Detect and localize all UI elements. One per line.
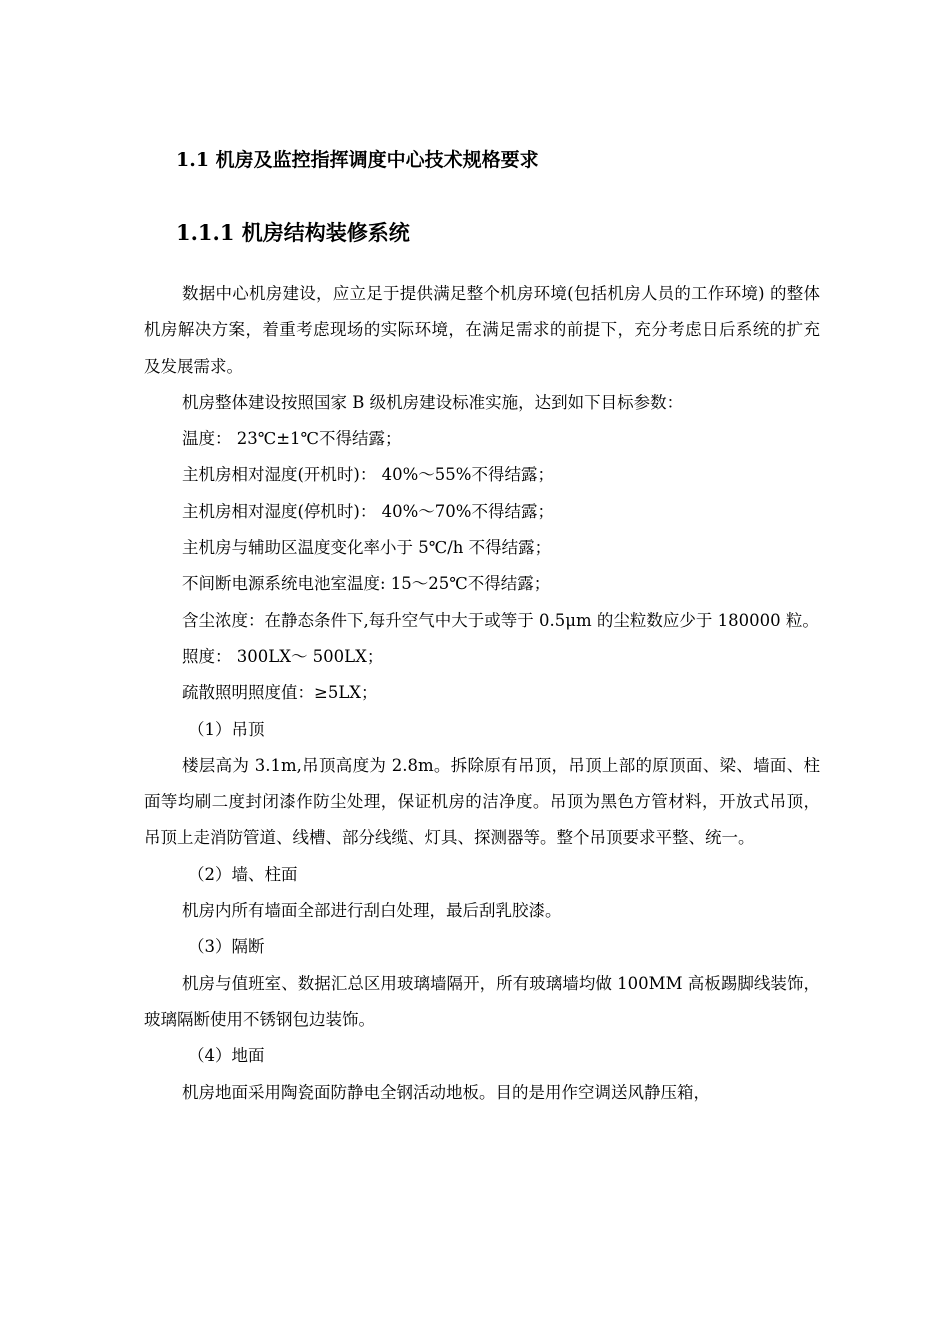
paragraph-standard: 机房整体建设按照国家 B 级机房建设标准实施，达到如下目标参数： <box>182 392 684 412</box>
param-humidity-on: 主机房相对湿度(开机时)： 40%～55%不得结露； <box>182 465 554 485</box>
param-emergency-illuminance: 疏散照明照度值：≥5LX； <box>182 683 378 703</box>
item-ceiling-title: （1）吊顶 <box>188 719 265 739</box>
paragraph-intro: 数据中心机房建设，应立足于提供满足整个机房环境(包括机房人员的工作环境) 的整体机房解决方案，着重考虑现场的实际环境，在满足需求的前提下，充分考虑日后系统的扩充及发展需求。 <box>144 284 820 376</box>
item-ceiling-body: 楼层高为 3.1m,吊顶高度为 2.8m。拆除原有吊顶，吊顶上部的原顶面、梁、墙面、柱面等均刷二度封闭漆作防尘处理，保证机房的洁净度。吊顶为黑色方管材料，开放式吊顶，吊顶上走消防管道、线槽、部分线缆、灯具、探测器等。整个吊顶要求平整、统一。 <box>144 755 820 848</box>
param-temperature: 温度： 23℃±1℃不得结露； <box>182 429 402 449</box>
item-floor-title: （4）地面 <box>188 1046 265 1066</box>
param-humidity-off: 主机房相对湿度(停机时)： 40%～70%不得结露； <box>182 501 554 521</box>
param-battery-room-temp: 不间断电源系统电池室温度: 15～25℃不得结露； <box>182 574 551 594</box>
body-text <box>144 276 820 1111</box>
item-partition-title: （3）隔断 <box>188 937 265 957</box>
param-illuminance: 照度： 300LX～ 500LX； <box>182 646 384 666</box>
item-partition-body: 机房与值班室、数据汇总区用玻璃墙隔开，所有玻璃墙均做 100MM 高板踢脚线装饰，玻璃隔断使用不锈钢包边装饰。 <box>144 973 820 1029</box>
item-floor-body: 机房地面采用陶瓷面防静电全钢活动地板。目的是用作空调送风静压箱， <box>182 1082 710 1102</box>
param-dust-concentration: 含尘浓度：在静态条件下,每升空气中大于或等于 0.5μm 的尘粒数应少于 180000 粒。 <box>182 610 819 630</box>
param-temp-change-rate: 主机房与辅助区温度变化率小于 5℃/h 不得结露； <box>182 538 552 558</box>
subsection-heading: 1.1.1 机房结构装修系统 <box>176 220 410 245</box>
item-wall-title: （2）墙、柱面 <box>188 864 298 884</box>
section-heading: 1.1 机房及监控指挥调度中心技术规格要求 <box>176 149 539 171</box>
item-wall-body: 机房内所有墙面全部进行刮白处理，最后刮乳胶漆。 <box>182 901 562 921</box>
